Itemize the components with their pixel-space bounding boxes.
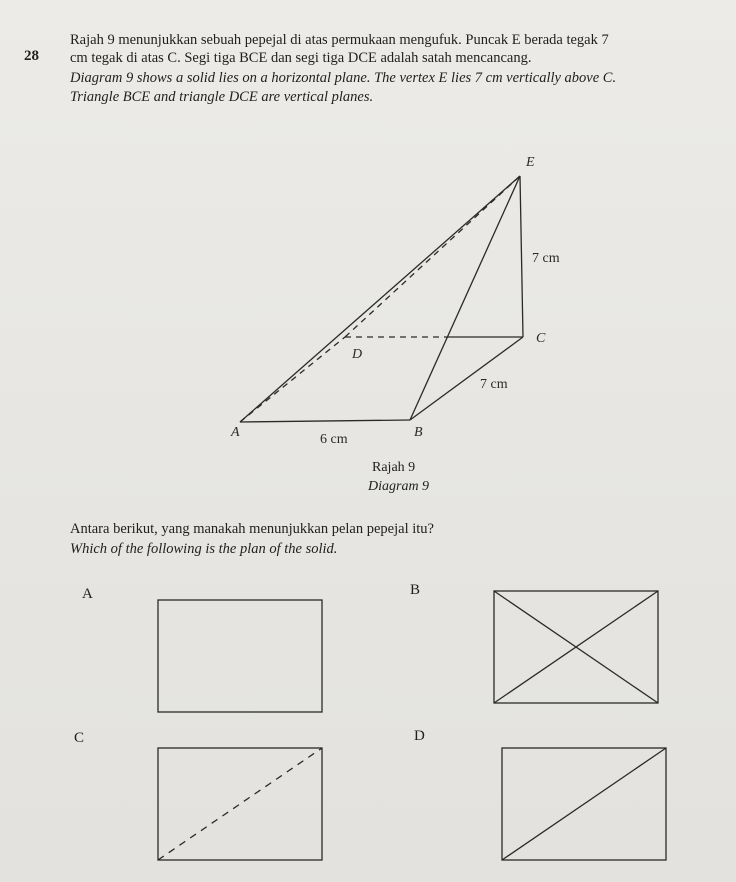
option-d-plan[interactable] xyxy=(502,748,666,860)
option-c-label[interactable]: C xyxy=(74,730,85,746)
option-a-label[interactable]: A xyxy=(82,586,93,602)
diagram-caption-english: Diagram 9 xyxy=(368,479,430,494)
question-text-english-line-2: Triangle BCE and triangle DCE are vertical planes. xyxy=(70,89,374,105)
vertex-label-b: B xyxy=(414,425,423,440)
dimension-label-ec: 7 cm xyxy=(532,251,560,266)
question-text-english-line-1: Diagram 9 shows a solid lies on a horizontal plane. The vertex E lies 7 cm vertically above C. xyxy=(70,70,617,86)
option-c-plan[interactable] xyxy=(158,748,322,860)
dimension-label-ab: 6 cm xyxy=(320,432,348,447)
vertex-label-a: A xyxy=(231,425,240,440)
vertex-label-e: E xyxy=(526,155,535,170)
vertex-label-d: D xyxy=(352,347,363,362)
question-ask-malay: Antara berikut, yang manakah menunjukkan pelan pepejal itu? xyxy=(70,521,434,537)
option-a-plan[interactable] xyxy=(158,600,322,712)
option-d-label[interactable]: D xyxy=(414,728,425,744)
question-text-malay-line-1: Rajah 9 menunjukkan sebuah pepejal di atas permukaan mengufuk. Puncak E berada tegak 7 xyxy=(70,32,609,48)
question-ask-english: Which of the following is the plan of the solid. xyxy=(70,541,338,557)
diagram-caption-malay: Rajah 9 xyxy=(372,460,416,475)
option-b-plan[interactable] xyxy=(494,591,658,703)
question-text-malay-line-2: cm tegak di atas C. Segi tiga BCE dan segi tiga DCE adalah satah mencancang. xyxy=(70,50,532,66)
option-b-label[interactable]: B xyxy=(410,582,421,598)
vertex-label-c: C xyxy=(536,331,546,346)
option-d-diagonal xyxy=(502,748,666,860)
question-number: 28 xyxy=(24,48,39,64)
option-c-dashed-diagonal xyxy=(158,748,322,860)
dimension-label-bc: 7 cm xyxy=(480,377,508,392)
